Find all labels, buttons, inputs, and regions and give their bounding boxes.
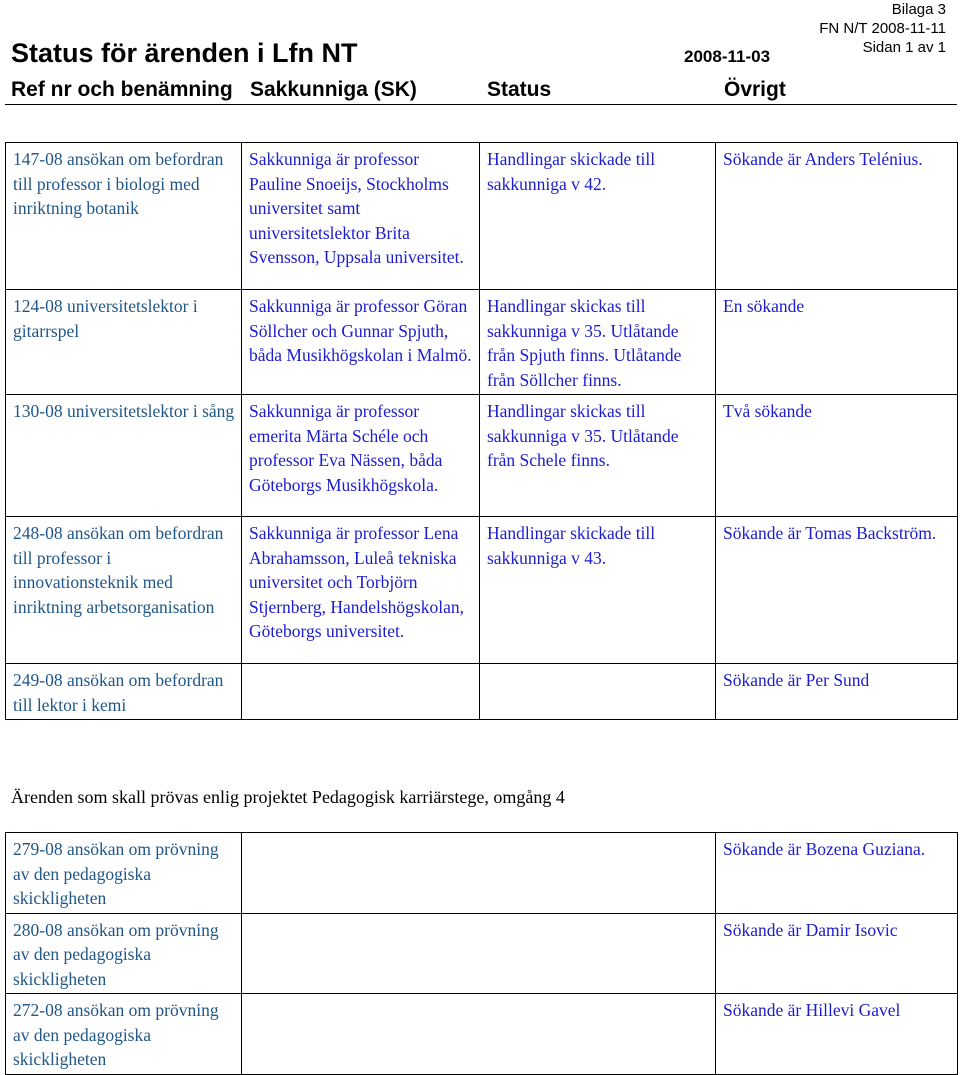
reference-number: FN N/T 2008-11-11 (819, 20, 946, 37)
column-header-sk: Sakkunniga (SK) (250, 78, 417, 101)
empty-cell (242, 913, 716, 994)
ovrigt-cell: Sökande är Per Sund (716, 664, 958, 720)
table-row (6, 913, 958, 994)
ref-cell: 279-08 ansökan om prövning av den pedagogiska skickligheten (6, 833, 242, 914)
ovrigt-cell: En sökande (716, 290, 958, 395)
ref-cell: 124-08 universitetslektor i gitarrspel (6, 290, 242, 395)
status-cell: Handlingar skickade till sakkunniga v 43. (480, 517, 716, 664)
sk-cell (242, 664, 480, 720)
table-row (6, 143, 958, 290)
pedagogical-table (5, 832, 958, 1075)
status-cell: Handlingar skickas till sakkunniga v 35. Utlåtande från Spjuth finns. Utlåtande från Söllcher finns. (480, 290, 716, 395)
page-title: Status för ärenden i Lfn NT (11, 38, 358, 68)
document-meta (819, 0, 946, 57)
sk-cell: Sakkunniga är professor Lena Abrahamsson, Luleå tekniska universitet och Torbjörn Stjernberg, Handelshögskolan, Göteborgs universitet. (242, 517, 480, 664)
page-indicator: Sidan 1 av 1 (862, 39, 946, 56)
table-row (6, 517, 958, 664)
header-rule (5, 104, 957, 105)
column-header-ovrigt: Övrigt (724, 78, 786, 101)
table-row (6, 994, 958, 1075)
status-table (5, 142, 958, 720)
ref-cell: 147-08 ansökan om befordran till professor i biologi med inriktning botanik (6, 143, 242, 290)
ovrigt-cell: Sökande är Tomas Backström. (716, 517, 958, 664)
ref-cell: 249-08 ansökan om befordran till lektor i kemi (6, 664, 242, 720)
ovrigt-cell: Sökande är Bozena Guziana. (716, 833, 958, 914)
ref-cell: 130-08 universitetslektor i sång (6, 395, 242, 517)
ovrigt-cell: Sökande är Hillevi Gavel (716, 994, 958, 1075)
table-row (6, 664, 958, 720)
table-row (6, 290, 958, 395)
ovrigt-cell: Sökande är Anders Telénius. (716, 143, 958, 290)
sk-cell: Sakkunniga är professor emerita Märta Schéle och professor Eva Nässen, båda Göteborgs Musikhögskola. (242, 395, 480, 517)
empty-cell (242, 833, 716, 914)
ovrigt-cell: Två sökande (716, 395, 958, 517)
status-cell: Handlingar skickade till sakkunniga v 42. (480, 143, 716, 290)
column-header-ref: Ref nr och benämning (11, 78, 233, 101)
table-row (6, 833, 958, 914)
bilaga-label: Bilaga 3 (891, 1, 946, 18)
sk-cell: Sakkunniga är professor Pauline Snoeijs, Stockholms universitet samt universitetslektor Brita Svensson, Uppsala universitet. (242, 143, 480, 290)
section-title: Ärenden som skall prövas enlig projektet Pedagogisk karriärstege, omgång 4 (11, 787, 565, 807)
column-header-status: Status (487, 78, 552, 101)
ovrigt-cell: Sökande är Damir Isovic (716, 913, 958, 994)
ref-cell: 280-08 ansökan om prövning av den pedagogiska skickligheten (6, 913, 242, 994)
sk-cell: Sakkunniga är professor Göran Söllcher och Gunnar Spjuth, båda Musikhögskolan i Malmö. (242, 290, 480, 395)
status-cell (480, 664, 716, 720)
empty-cell (242, 994, 716, 1075)
ref-cell: 272-08 ansökan om prövning av den pedagogiska skickligheten (6, 994, 242, 1075)
status-cell: Handlingar skickas till sakkunniga v 35. Utlåtande från Schele finns. (480, 395, 716, 517)
document-date: 2008-11-03 (684, 47, 771, 66)
ref-cell: 248-08 ansökan om befordran till professor i innovationsteknik med inriktning arbetsorganisation (6, 517, 242, 664)
table-row (6, 395, 958, 517)
